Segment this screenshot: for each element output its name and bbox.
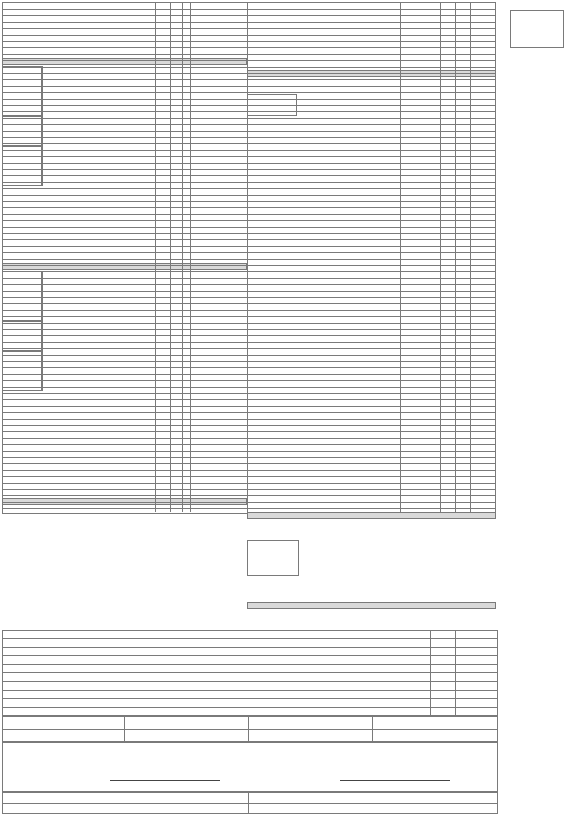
row-rule: [2, 457, 247, 458]
row-rule: [2, 470, 247, 471]
row-rule: [247, 297, 496, 298]
signature-label-left: [110, 783, 220, 790]
row-rule: [247, 348, 496, 349]
row-rule: [247, 163, 496, 164]
column-rule: [182, 2, 183, 512]
row-rule: [247, 86, 496, 87]
row-rule: [2, 715, 498, 716]
column-rule: [400, 2, 401, 512]
row-rule: [2, 15, 247, 16]
row-rule: [2, 303, 247, 304]
row-rule: [2, 502, 247, 503]
row-rule: [247, 444, 496, 445]
row-rule: [247, 387, 496, 388]
row-rule: [2, 92, 247, 93]
row-rule: [247, 451, 496, 452]
row-rule: [2, 310, 247, 311]
row-rule: [247, 438, 496, 439]
row-rule: [2, 647, 498, 648]
row-rule: [247, 470, 496, 471]
row-rule: [247, 124, 496, 125]
row-rule: [247, 156, 496, 157]
row-rule: [2, 252, 247, 253]
row-rule: [2, 156, 247, 157]
row-rule: [2, 131, 247, 132]
row-rule: [2, 707, 498, 708]
row-rule: [2, 246, 247, 247]
column-rule: [248, 792, 249, 814]
row-rule: [2, 297, 247, 298]
row-rule: [2, 86, 247, 87]
row-rule: [2, 207, 247, 208]
row-rule: [2, 124, 247, 125]
row-rule: [247, 278, 496, 279]
row-rule: [247, 323, 496, 324]
row-rule: [247, 22, 496, 23]
row-rule: [247, 483, 496, 484]
row-rule: [2, 681, 498, 682]
row-rule: [2, 188, 247, 189]
row-rule: [247, 303, 496, 304]
column-rule: [372, 716, 373, 742]
row-rule: [247, 188, 496, 189]
column-rule: [455, 2, 456, 512]
row-rule: [2, 698, 498, 699]
row-rule: [247, 259, 496, 260]
row-rule: [247, 489, 496, 490]
row-rule: [2, 323, 247, 324]
row-rule: [2, 182, 247, 183]
row-rule: [2, 316, 247, 317]
row-rule: [2, 9, 247, 10]
row-rule: [2, 41, 247, 42]
row-rule: [247, 41, 496, 42]
row-rule: [2, 387, 247, 388]
row-rule: [2, 463, 247, 464]
row-rule: [2, 729, 498, 730]
row-rule: [247, 9, 496, 10]
column-rule: [440, 2, 441, 512]
row-rule: [2, 175, 247, 176]
row-rule: [2, 451, 247, 452]
row-rule: [247, 310, 496, 311]
row-rule: [247, 329, 496, 330]
row-rule: [247, 425, 496, 426]
row-rule: [247, 374, 496, 375]
row-rule: [2, 67, 247, 68]
row-rule: [247, 361, 496, 362]
row-rule: [2, 348, 247, 349]
row-rule: [247, 431, 496, 432]
row-rule: [247, 137, 496, 138]
row-rule: [2, 489, 247, 490]
row-rule: [2, 380, 247, 381]
row-rule: [2, 195, 247, 196]
row-rule: [247, 342, 496, 343]
column-rule: [248, 716, 249, 742]
row-rule: [2, 220, 247, 221]
signature-line-right: [340, 780, 450, 781]
row-rule: [2, 169, 247, 170]
row-rule: [2, 47, 247, 48]
row-rule: [2, 271, 247, 272]
row-rule: [247, 35, 496, 36]
category-block: [2, 146, 42, 186]
column-rule: [470, 2, 471, 512]
row-rule: [247, 233, 496, 234]
footer-text-right: [252, 796, 492, 803]
row-rule: [247, 457, 496, 458]
row-rule: [2, 367, 247, 368]
row-rule: [2, 284, 247, 285]
row-rule: [2, 259, 247, 260]
row-rule: [2, 233, 247, 234]
footer-text-left: [6, 796, 246, 803]
row-rule: [2, 444, 247, 445]
row-rule: [2, 150, 247, 151]
row-rule: [247, 28, 496, 29]
row-rule: [247, 246, 496, 247]
row-rule: [2, 690, 498, 691]
row-rule: [2, 412, 247, 413]
row-rule: [2, 28, 247, 29]
row-rule: [2, 638, 498, 639]
row-rule: [247, 220, 496, 221]
row-rule: [247, 79, 496, 80]
row-rule: [2, 60, 247, 61]
column-rule: [430, 630, 431, 716]
row-rule: [2, 431, 247, 432]
row-rule: [2, 54, 247, 55]
row-rule: [2, 99, 247, 100]
row-rule: [247, 495, 496, 496]
row-rule: [2, 803, 498, 804]
row-rule: [247, 118, 496, 119]
row-rule: [2, 419, 247, 420]
row-rule: [2, 329, 247, 330]
column-rule: [42, 66, 43, 186]
row-rule: [2, 291, 247, 292]
row-rule: [2, 508, 247, 509]
row-rule: [247, 335, 496, 336]
column-rule: [42, 271, 43, 391]
row-rule: [2, 239, 247, 240]
row-rule: [2, 201, 247, 202]
row-rule: [247, 131, 496, 132]
row-rule: [247, 508, 496, 509]
left-section-header: [2, 58, 247, 65]
signature-line-left: [110, 780, 220, 781]
row-rule: [2, 214, 247, 215]
right-section-header: [247, 602, 496, 609]
row-rule: [247, 182, 496, 183]
row-rule: [2, 672, 498, 673]
row-rule: [247, 92, 496, 93]
row-rule: [247, 502, 496, 503]
row-rule: [2, 22, 247, 23]
row-rule: [247, 367, 496, 368]
column-rule: [190, 2, 191, 512]
group-block: [247, 540, 299, 576]
row-rule: [247, 111, 496, 112]
row-rule: [247, 476, 496, 477]
row-rule: [247, 175, 496, 176]
row-rule: [247, 380, 496, 381]
row-rule: [247, 419, 496, 420]
row-rule: [2, 79, 247, 80]
row-rule: [247, 239, 496, 240]
row-rule: [2, 361, 247, 362]
row-rule: [247, 316, 496, 317]
row-rule: [2, 278, 247, 279]
row-rule: [247, 252, 496, 253]
row-rule: [247, 291, 496, 292]
row-rule: [247, 355, 496, 356]
row-rule: [247, 284, 496, 285]
row-rule: [2, 495, 247, 496]
row-rule: [247, 195, 496, 196]
row-rule: [2, 483, 247, 484]
row-rule: [2, 105, 247, 106]
row-rule: [2, 393, 247, 394]
row-rule: [247, 54, 496, 55]
row-rule: [2, 342, 247, 343]
row-rule: [2, 476, 247, 477]
row-rule: [2, 425, 247, 426]
row-rule: [247, 15, 496, 16]
row-rule: [247, 207, 496, 208]
row-rule: [247, 73, 496, 74]
row-rule: [247, 271, 496, 272]
row-rule: [2, 111, 247, 112]
row-rule: [2, 227, 247, 228]
row-rule: [2, 143, 247, 144]
category-block: [2, 351, 42, 391]
column-rule: [155, 2, 156, 512]
row-rule: [2, 399, 247, 400]
row-rule: [247, 47, 496, 48]
row-rule: [2, 118, 247, 119]
declaration-text: [6, 750, 494, 758]
row-rule: [247, 105, 496, 106]
column-rule: [124, 716, 125, 742]
row-rule: [247, 143, 496, 144]
row-rule: [247, 150, 496, 151]
note-box: [510, 10, 564, 48]
row-rule: [247, 67, 496, 68]
row-rule: [247, 60, 496, 61]
row-rule: [247, 201, 496, 202]
row-rule: [2, 73, 247, 74]
column-rule: [170, 2, 171, 512]
row-rule: [2, 374, 247, 375]
signature-label-right: [340, 783, 450, 790]
row-rule: [2, 137, 247, 138]
right-section-header: [247, 512, 496, 519]
row-rule: [2, 265, 247, 266]
row-rule: [247, 265, 496, 266]
row-rule: [247, 99, 496, 100]
row-rule: [2, 355, 247, 356]
row-rule: [2, 163, 247, 164]
row-rule: [247, 227, 496, 228]
row-rule: [247, 463, 496, 464]
column-rule: [455, 630, 456, 716]
row-rule: [247, 214, 496, 215]
row-rule: [247, 406, 496, 407]
row-rule: [247, 169, 496, 170]
row-rule: [2, 335, 247, 336]
row-rule: [247, 412, 496, 413]
row-rule: [2, 406, 247, 407]
row-rule: [247, 399, 496, 400]
row-rule: [2, 35, 247, 36]
row-rule: [2, 655, 498, 656]
row-rule: [247, 393, 496, 394]
row-rule: [2, 438, 247, 439]
row-rule: [2, 664, 498, 665]
